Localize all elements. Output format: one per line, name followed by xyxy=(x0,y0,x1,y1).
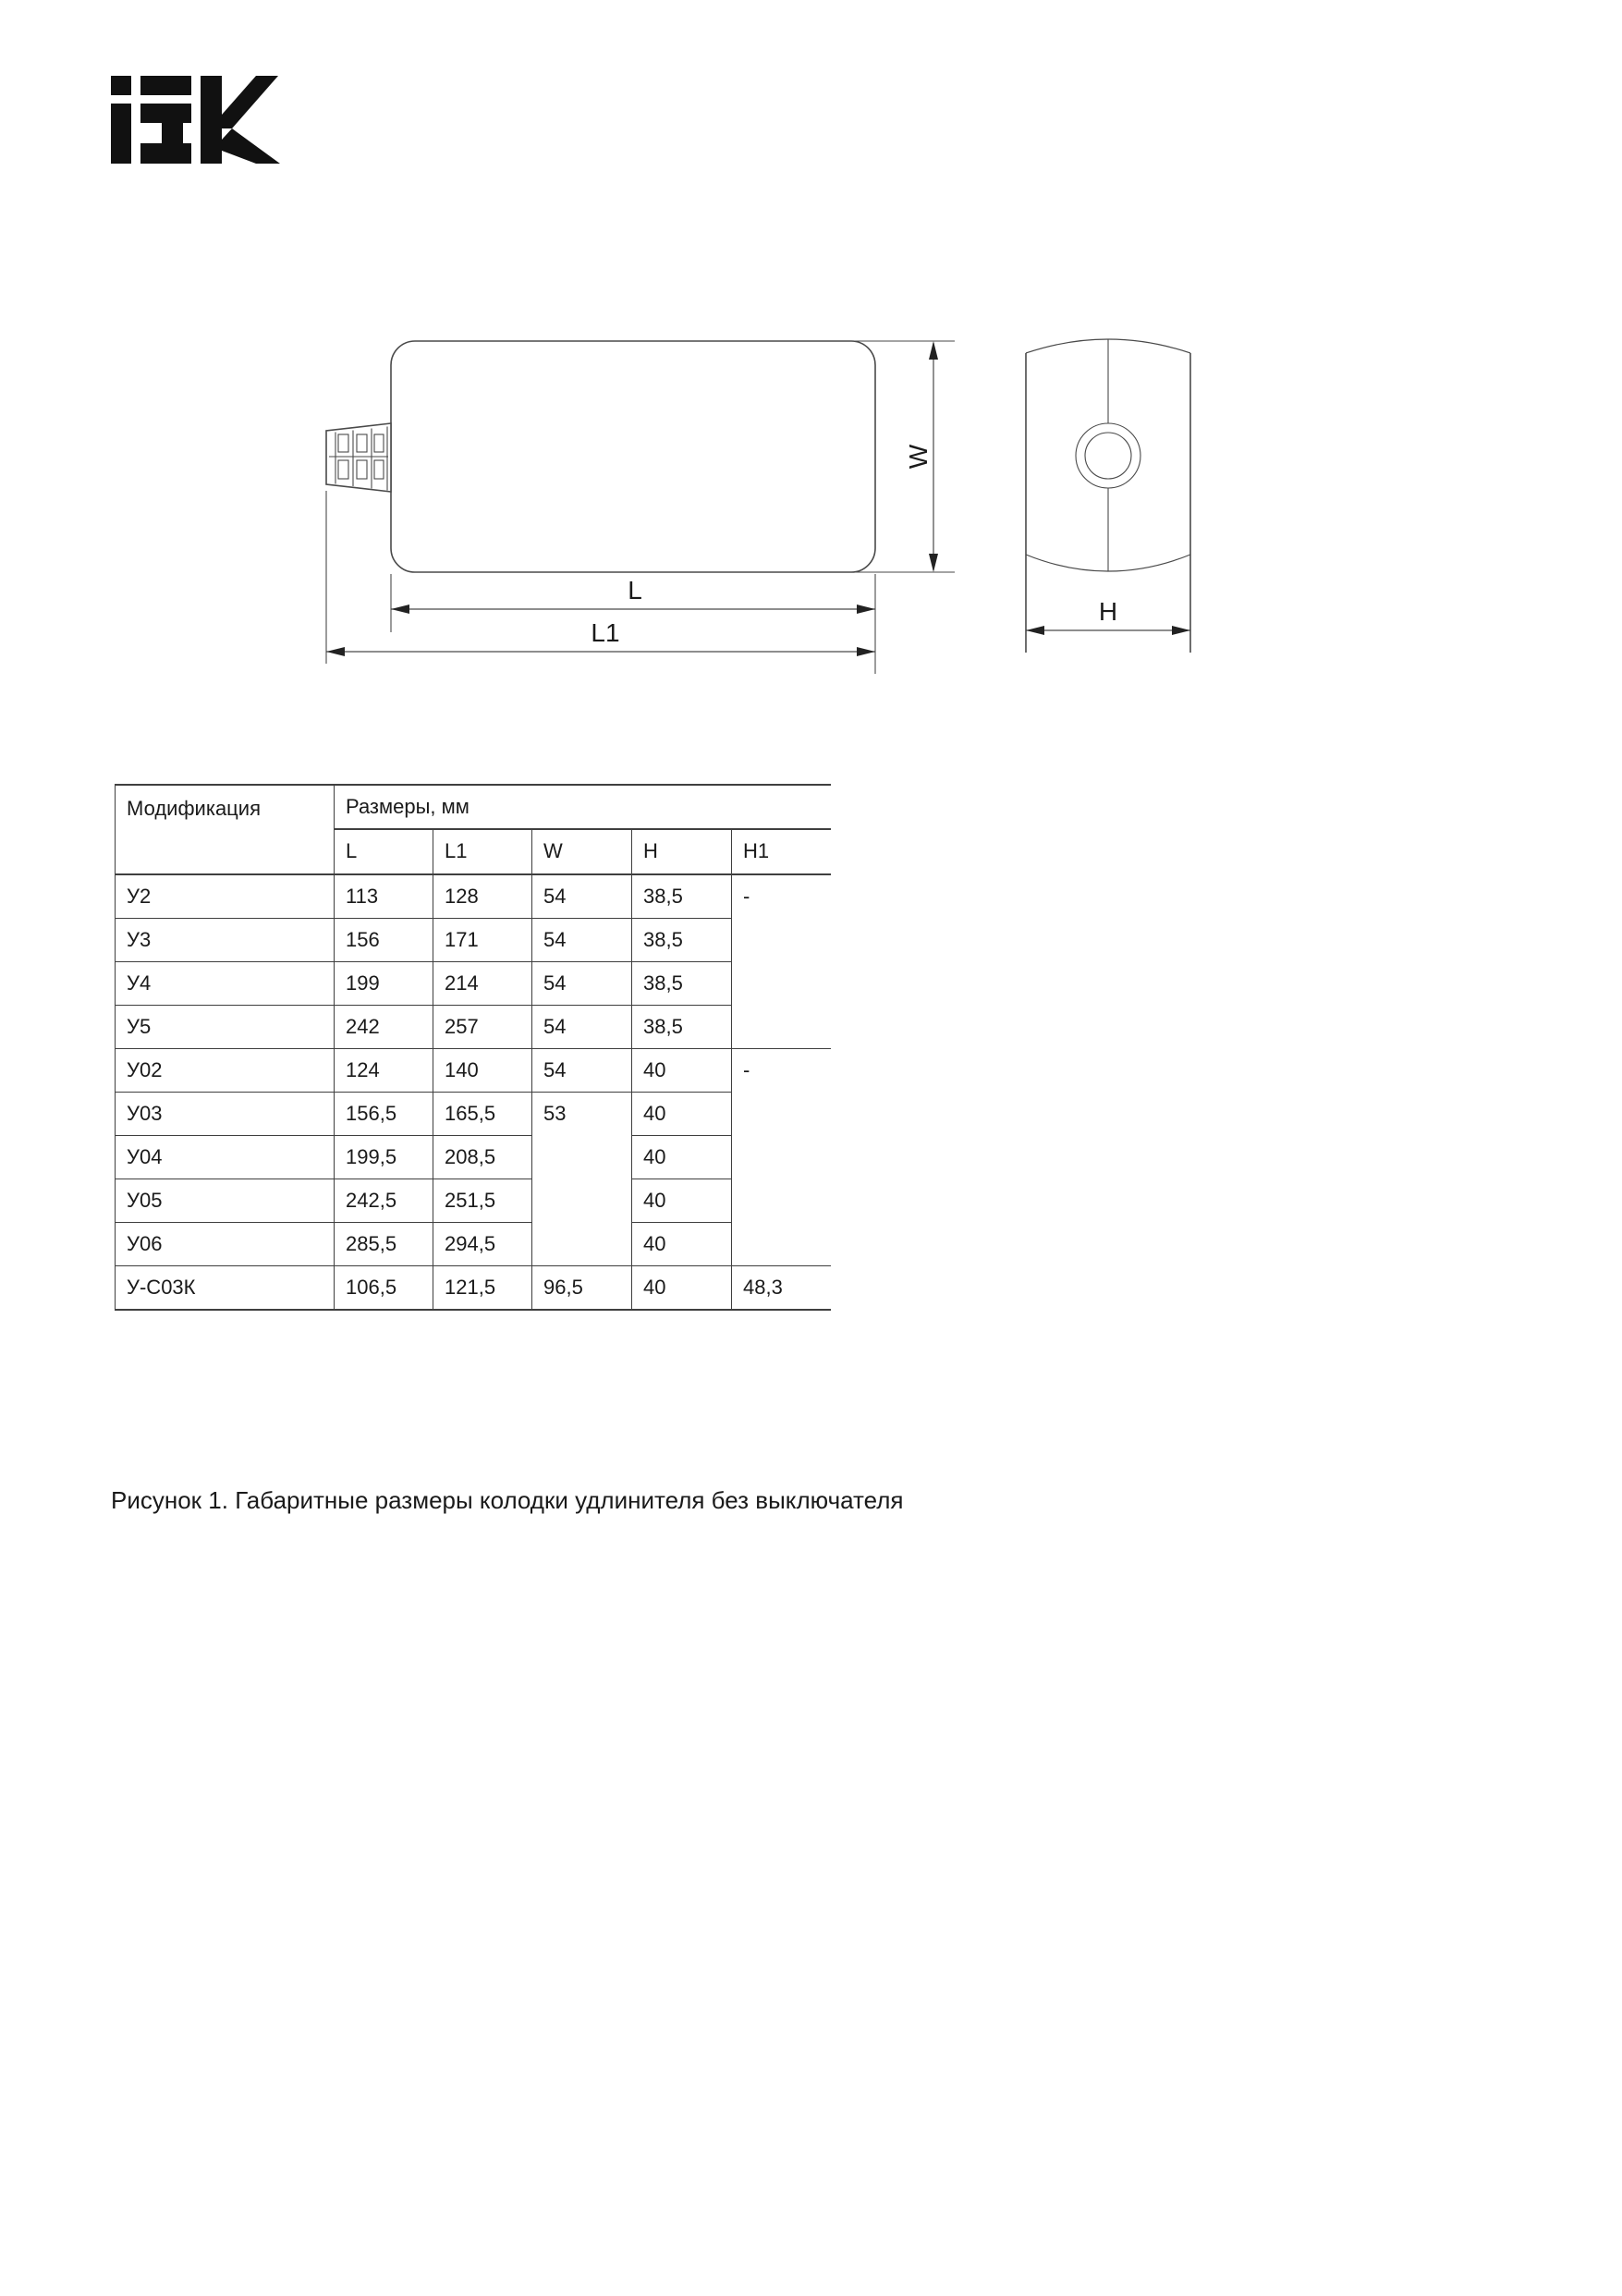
cell-l: 199 xyxy=(335,962,433,1006)
cell-l1: 165,5 xyxy=(433,1093,532,1136)
cell-l: 156 xyxy=(335,919,433,962)
iek-logo xyxy=(111,76,280,164)
cell-l1: 214 xyxy=(433,962,532,1006)
dim-label-L: L xyxy=(628,576,642,605)
cell-h1: 48,3 xyxy=(732,1266,831,1311)
table-row xyxy=(116,1006,831,1049)
cell-model: У06 xyxy=(116,1223,335,1266)
cell-model: У3 xyxy=(116,919,335,962)
cell-l1: 208,5 xyxy=(433,1136,532,1179)
dimension-H xyxy=(1026,597,1190,635)
cable-gland xyxy=(326,423,391,492)
cell-h: 40 xyxy=(632,1223,732,1266)
logo-e-bar-bottom xyxy=(140,143,191,164)
cell-w: 96,5 xyxy=(532,1266,632,1311)
logo-k-arm-upper xyxy=(222,76,278,128)
dim-label-H: H xyxy=(1098,597,1118,626)
col-header-h: H xyxy=(632,829,732,874)
table-row xyxy=(116,1049,831,1093)
logo-k-arm-lower xyxy=(222,128,280,164)
cell-l: 106,5 xyxy=(335,1266,433,1311)
cell-w: 53 xyxy=(532,1093,632,1266)
cell-h1: - xyxy=(732,874,831,1049)
logo-e-bar-mid xyxy=(140,104,191,123)
figure-caption: Рисунок 1. Габаритные размеры колодки удлинителя без выключателя xyxy=(111,1486,904,1514)
cell-model: У2 xyxy=(116,874,335,919)
cell-model: У04 xyxy=(116,1136,335,1179)
table-row xyxy=(116,1266,831,1311)
dim-label-L1: L1 xyxy=(591,618,620,647)
table-row xyxy=(116,1093,831,1136)
logo-e-bar-top xyxy=(140,76,191,95)
cell-l1: 257 xyxy=(433,1006,532,1049)
cell-w: 54 xyxy=(532,919,632,962)
cell-l: 242,5 xyxy=(335,1179,433,1223)
dimension-drawing xyxy=(305,324,1257,684)
cell-h: 38,5 xyxy=(632,962,732,1006)
cell-w: 54 xyxy=(532,962,632,1006)
table-row xyxy=(116,1179,831,1223)
cell-h: 40 xyxy=(632,1179,732,1223)
cell-model: У-С03К xyxy=(116,1266,335,1311)
col-header-modification: Модификация xyxy=(116,785,335,874)
cell-l: 156,5 xyxy=(335,1093,433,1136)
cell-model: У02 xyxy=(116,1049,335,1093)
cell-model: У03 xyxy=(116,1093,335,1136)
dimension-W xyxy=(904,341,938,572)
cell-l: 242 xyxy=(335,1006,433,1049)
cell-w: 54 xyxy=(532,1049,632,1093)
cell-model: У5 xyxy=(116,1006,335,1049)
table-row xyxy=(116,1136,831,1179)
table-row xyxy=(116,1223,831,1266)
cell-h: 38,5 xyxy=(632,1006,732,1049)
table-header-row xyxy=(116,785,831,829)
table-row xyxy=(116,919,831,962)
logo-i-stem xyxy=(111,104,131,164)
cell-l: 124 xyxy=(335,1049,433,1093)
table-row xyxy=(116,874,831,919)
cell-h: 40 xyxy=(632,1093,732,1136)
cell-l1: 294,5 xyxy=(433,1223,532,1266)
col-header-w: W xyxy=(532,829,632,874)
col-header-sizes-group: Размеры, мм xyxy=(335,785,831,829)
col-header-l1: L1 xyxy=(433,829,532,874)
cell-model: У4 xyxy=(116,962,335,1006)
dimensions-table xyxy=(115,784,831,1311)
cell-h1: - xyxy=(732,1049,831,1266)
cell-l1: 121,5 xyxy=(433,1266,532,1311)
cell-l1: 140 xyxy=(433,1049,532,1093)
dimension-L1 xyxy=(326,618,875,656)
cell-l1: 128 xyxy=(433,874,532,919)
col-header-h1: H1 xyxy=(732,829,831,874)
logo-k-stem xyxy=(201,76,222,164)
logo-i-dot xyxy=(111,76,131,95)
cell-h: 40 xyxy=(632,1049,732,1093)
cell-h: 40 xyxy=(632,1136,732,1179)
table-row xyxy=(116,962,831,1006)
dim-label-W: W xyxy=(904,444,933,470)
cell-l: 113 xyxy=(335,874,433,919)
cell-h: 40 xyxy=(632,1266,732,1311)
dimension-L xyxy=(391,576,875,614)
cell-w: 54 xyxy=(532,1006,632,1049)
cell-model: У05 xyxy=(116,1179,335,1223)
cell-l: 285,5 xyxy=(335,1223,433,1266)
cell-w: 54 xyxy=(532,874,632,919)
cell-l: 199,5 xyxy=(335,1136,433,1179)
logo-e-web xyxy=(162,123,183,143)
col-header-l: L xyxy=(335,829,433,874)
extension-block-top-view xyxy=(391,341,875,572)
cell-h: 38,5 xyxy=(632,919,732,962)
cell-l1: 171 xyxy=(433,919,532,962)
cell-l1: 251,5 xyxy=(433,1179,532,1223)
cell-h: 38,5 xyxy=(632,874,732,919)
socket-hole-inner xyxy=(1085,433,1131,479)
